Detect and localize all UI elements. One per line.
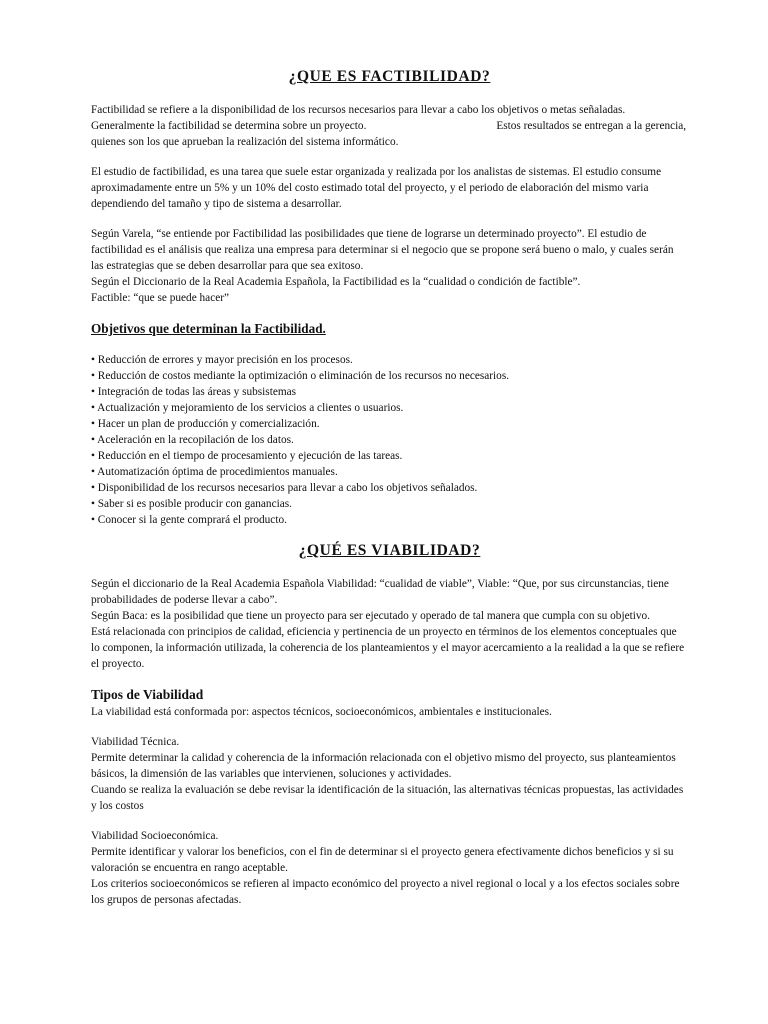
list-item: • Conocer si la gente comprará el producto. (91, 514, 287, 526)
tecnica-para-1: Permite determinar la calidad y coherencia de la información relacionada con el objetivo mismo del proyecto, sus planteamientos básicos, la dimensión de las variables que intervienen, soluciones y actividades. (91, 752, 676, 780)
list-item: • Hacer un plan de producción y comercialización. (91, 418, 320, 430)
objetivos-heading: Objetivos que determinan la Factibilidad. (91, 321, 326, 336)
fact-para-2: El estudio de factibilidad, es una tarea que suele estar organizada y realizada por los analistas de sistemas. El estudio consume aproximadamente entre un 5% y un 10% del costo estimado total del proyecto, y el periodo de elaboración del mismo varia dependiendo del tamaño y tipo de sistema a desarrollar. (91, 166, 662, 210)
list-item: • Aceleración en la recopilación de los datos. (91, 434, 294, 446)
objetivos-list-block (91, 352, 688, 528)
list-item: • Saber si es posible producir con ganancias. (91, 498, 292, 510)
objetivos-list (91, 352, 688, 528)
list-item: • Reducción de errores y mayor precisión en los procesos. (91, 354, 353, 366)
fact-para-1: Factibilidad se refiere a la disponibilidad de los recursos necesarios para llevar a cabo los objetivos o metas señaladas. Generalmente la factibilidad se determina sobre un proyecto. Estos resultados se entregan a la gerencia, quienes son los que aprueban la realización del sistema informático. (91, 104, 689, 148)
tecnica-section (91, 734, 688, 814)
fact-para-1-block (91, 102, 688, 150)
via-paras-block (91, 576, 688, 672)
list-item: • Integración de todas las áreas y subsistemas (91, 386, 297, 398)
tipos-section (91, 686, 688, 720)
fact-para-3-block (91, 226, 688, 306)
tecnica-heading: Viabilidad Técnica. (91, 736, 180, 748)
objetivos-section (91, 320, 688, 338)
fact-para-4: Según el Diccionario de la Real Academia Española, la Factibilidad es la “cualidad o condición de factible”. (91, 276, 581, 288)
title-factibilidad: ¿QUE ES FACTIBILIDAD? (288, 68, 491, 85)
list-item: • Reducción de costos mediante la optimización o eliminación de los recursos no necesarios. (91, 370, 510, 382)
fact-para-2-block (91, 164, 688, 212)
viabilidad-title-block (91, 540, 688, 562)
via-para-1: Según el diccionario de la Real Academia Española Viabilidad: “cualidad de viable”, Viable: “Que, por sus circunstancias, tiene probabilidades de poderse llevar a cabo”. (91, 578, 669, 606)
tipos-heading: Tipos de Viabilidad (91, 687, 204, 702)
via-para-2: Según Baca: es la posibilidad que tiene un proyecto para ser ejecutado y operado de tal manera que cumpla con su objetivo. (91, 610, 651, 622)
fact-para-5: Factible: “que se puede hacer” (91, 292, 230, 304)
title-viabilidad: ¿QUÉ ES VIABILIDAD? (298, 542, 481, 559)
socio-para-1: Permite identificar y valorar los beneficios, con el fin de determinar si el proyecto genera efectivamente dichos beneficios y si su valoración se encuentra en rango aceptable. (91, 846, 674, 874)
list-item: • Disponibilidad de los recursos necesarios para llevar a cabo los objetivos señalados. (91, 482, 478, 494)
tecnica-para-2: Cuando se realiza la evaluación se debe revisar la identificación de la situación, las alternativas técnicas propuestas, las actividades y los costos (91, 784, 684, 812)
socio-para-2: Los criterios socioeconómicos se refieren al impacto económico del proyecto a nivel regional o local y a los efectos sociales sobre los grupos de personas afectadas. (91, 878, 680, 906)
socio-section (91, 828, 688, 908)
list-item: • Actualización y mejoramiento de los servicios a clientes o usuarios. (91, 402, 404, 414)
list-item: • Automatización óptima de procedimientos manuales. (91, 466, 338, 478)
socio-heading: Viabilidad Socioeconómica. (91, 830, 219, 842)
tipos-intro: La viabilidad está conformada por: aspectos técnicos, socioeconómicos, ambientales e institucionales. (91, 706, 552, 718)
fact-para-3: Según Varela, “se entiende por Factibilidad las posibilidades que tiene de lograrse un determinado proyecto”. El estudio de factibilidad es el análisis que realiza una empresa para determinar si el negocio que se propone será bueno o malo, y cuales serán las estrategias que se deben desarrollar para que sea exitoso. (91, 228, 674, 272)
list-item: • Reducción en el tiempo de procesamiento y ejecución de las tareas. (91, 450, 403, 462)
via-para-3: Está relacionada con principios de calidad, eficiencia y pertinencia de un proyecto en términos de los elementos conceptuales que lo componen, la información utilizada, la coherencia de los planteamientos y el mayor acercamiento a la realidad a la que se refiere el proyecto. (91, 626, 685, 670)
